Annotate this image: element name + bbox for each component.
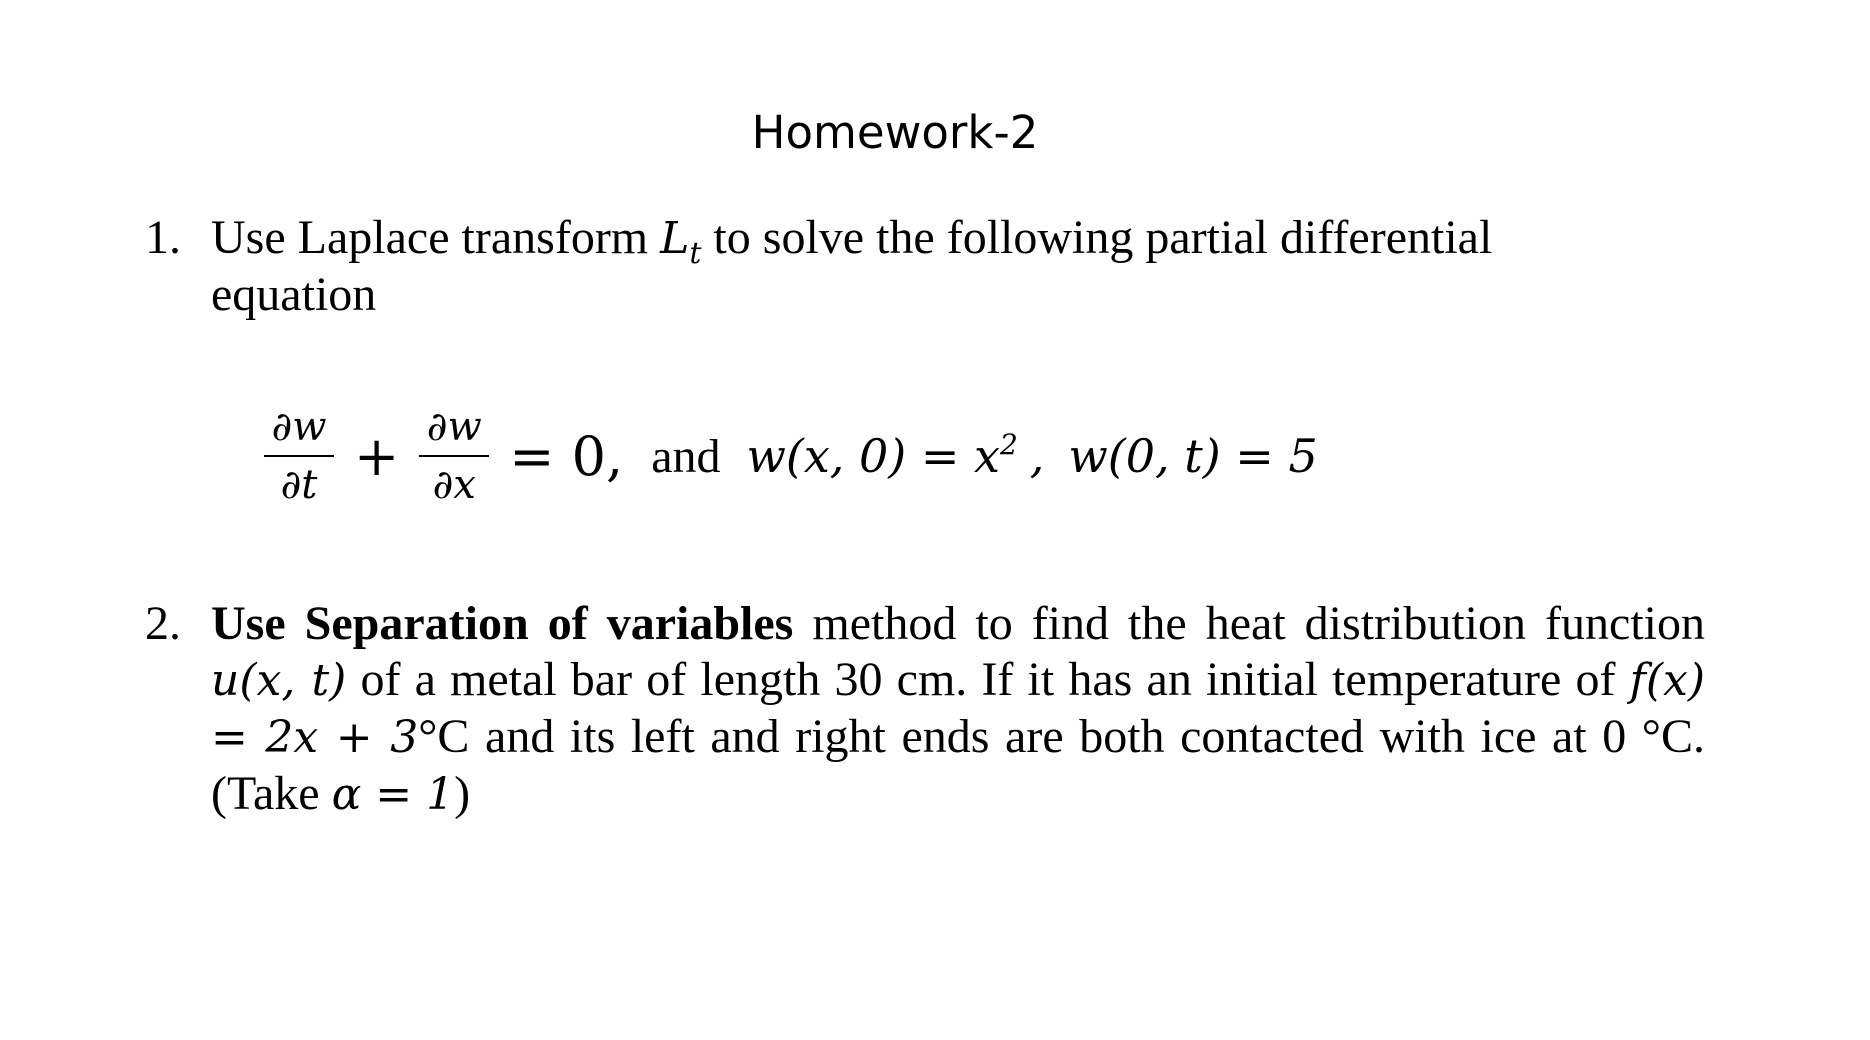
f-function: f(x) = 2x + 3	[211, 655, 1706, 763]
q1-text-before: Use Laplace transform	[211, 211, 649, 264]
q2-text3: °C and its left and right ends are both contacted with ice at 0 °C. (Take	[211, 710, 1706, 820]
u-function: u(x, t)	[211, 655, 347, 706]
plus-sign: +	[354, 424, 400, 488]
q1-text-after: to solve the following partial differential equation	[211, 211, 1493, 321]
question-1-text	[211, 210, 1595, 323]
alpha-expression: α = 1	[331, 769, 455, 820]
question-2-number: 2.	[145, 597, 181, 650]
laplace-operator: $L_t$	[660, 213, 702, 271]
q2-text1: method to find the heat distribution function	[812, 597, 1705, 650]
question-1-number: 1.	[145, 211, 181, 264]
initial-condition: w(x, $0) = x^2$	[746, 428, 1018, 483]
question-2	[145, 596, 1705, 823]
boundary-condition: w(0, t) = 5	[1068, 429, 1318, 483]
question-1	[145, 210, 1595, 323]
q2-text4: )	[454, 767, 471, 820]
question-2-text	[211, 596, 1705, 823]
page-title: Homework-2	[751, 106, 1039, 159]
q2-bold-lead: Use Separation of variables	[211, 597, 794, 650]
and-word: and	[651, 429, 721, 483]
fraction-dw-dt: $\frac{\partial w}{\partial t}$	[264, 403, 334, 509]
equals-zero: = 0,	[509, 424, 624, 488]
pde-equation	[258, 403, 1318, 509]
q2-text2: of a metal bar of length 30 cm. If it has an initial temperature of	[360, 653, 1616, 706]
condition-separator: ,	[1029, 429, 1045, 483]
fraction-dw-dx: $\frac{\partial w}{\partial x}$	[419, 403, 489, 509]
